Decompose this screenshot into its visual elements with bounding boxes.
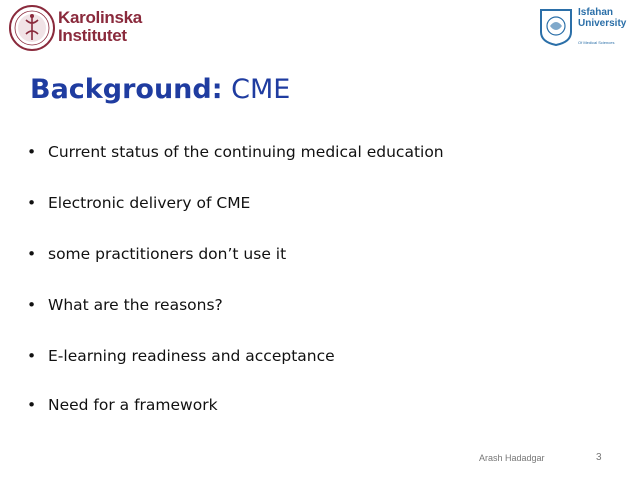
bullet-text: Need for a framework xyxy=(48,396,218,414)
karolinska-seal-icon xyxy=(8,4,56,52)
isfahan-university-logo xyxy=(538,6,634,50)
isfahan-wordmark: Isfahan University xyxy=(578,7,627,29)
bullet-item: • Current status of the continuing medical education xyxy=(27,143,444,161)
bullet-item: • What are the reasons? xyxy=(27,296,223,314)
bullet-item: • Electronic delivery of CME xyxy=(27,194,251,212)
karolinska-logo xyxy=(8,4,142,54)
bullet-item: • some practitioners don’t use it xyxy=(27,245,287,263)
bullet-text: Current status of the continuing medical education xyxy=(48,143,444,161)
bullet-item: • E-learning readiness and acceptance xyxy=(27,347,335,365)
isfahan-seal-icon xyxy=(538,6,574,46)
page-number: 3 xyxy=(596,452,602,463)
bullet-text: some practitioners don’t use it xyxy=(48,245,287,263)
bullet-text: Electronic delivery of CME xyxy=(48,194,251,212)
slide-title-bold: Background: xyxy=(30,74,223,105)
isfahan-subtitle: Of Medical Sciences xyxy=(578,40,615,45)
bullet-text: What are the reasons? xyxy=(48,296,223,314)
karolinska-wordmark: Karolinska Institutet xyxy=(58,8,142,45)
footer-author: Arash Hadadgar xyxy=(479,453,545,463)
slide-title xyxy=(30,74,290,105)
bullet-item: • Need for a framework xyxy=(27,396,218,414)
bullet-text: E-learning readiness and acceptance xyxy=(48,347,335,365)
slide-title-rest: CME xyxy=(231,74,291,105)
